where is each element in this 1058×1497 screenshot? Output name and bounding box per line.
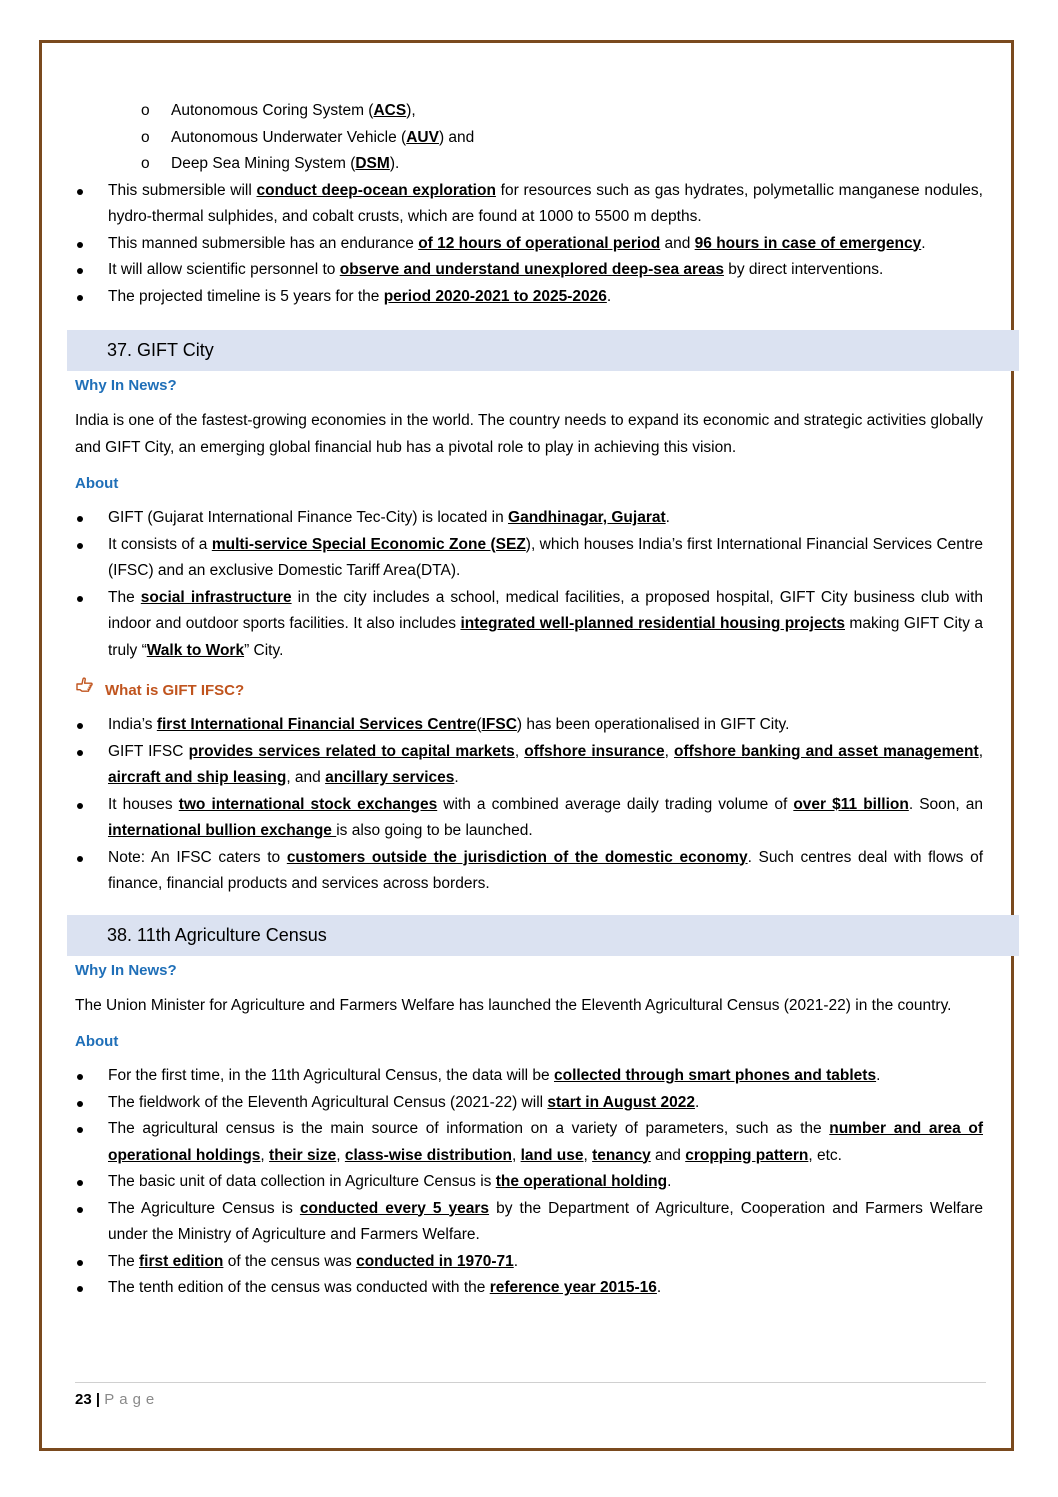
- why-in-news-label: Why In News?: [75, 961, 177, 979]
- list-item: This submersible will conduct deep-ocean exploration for resources such as gas hydrates, polymetallic manganese nodules, hydro-thermal sulphides, and cobalt crusts, which are found at 1000 to 5500 m depths.: [75, 178, 983, 231]
- why-in-news-text: India is one of the fastest-growing economies in the world. The country needs to expand its economic and strategic activities globally and GIFT City, an emerging global financial hub has a pivotal role to play in achieving this vision.: [75, 412, 983, 456]
- list-item: For the first time, in the 11th Agricultural Census, the data will be collected through smart phones and tablets.: [75, 1063, 983, 1090]
- gift-ifsc-heading: [75, 677, 983, 704]
- list-item: India’s first International Financial Services Centre(IFSC) has been operationalised in GIFT City.: [75, 712, 983, 739]
- list-item: o Deep Sea Mining System (DSM).: [75, 151, 983, 178]
- why-in-news-label: Why In News?: [75, 377, 177, 394]
- gift-ifsc-heading-text: What is GIFT IFSC?: [105, 681, 245, 699]
- list-item: The agricultural census is the main source of information on a variety of parameters, such as the number and area of operational holdings, their size, class-wise distribution, land use, tenancy and cropping pattern, etc.: [75, 1116, 983, 1169]
- list-item: o Autonomous Underwater Vehicle (AUV) and: [75, 125, 983, 152]
- census-about-list: [75, 1063, 983, 1302]
- about-label: About: [75, 475, 119, 492]
- submersible-bullets: [75, 178, 983, 311]
- pointing-hand-icon: [75, 677, 97, 704]
- list-item: The first edition of the census was conducted in 1970-71.: [75, 1249, 983, 1276]
- why-in-news-text: The Union Minister for Agriculture and Farmers Welfare has launched the Eleventh Agricultural Census (2021-22) in the country.: [75, 996, 952, 1014]
- section-heading-agriculture-census: 38. 11th Agriculture Census: [67, 915, 1019, 956]
- list-item: The social infrastructure in the city includes a school, medical facilities, a proposed hospital, GIFT City business club with indoor and outdoor sports facilities. It also includes integrated well-planned residential housing projects making GIFT City a truly “Walk to Work” City.: [75, 585, 983, 665]
- list-item: It houses two international stock exchanges with a combined average daily trading volume of over $11 billion. Soon, an international bullion exchange is also going to be launched.: [75, 792, 983, 845]
- list-item: o Autonomous Coring System (ACS),: [75, 98, 983, 125]
- list-item: The basic unit of data collection in Agriculture Census is the operational holding.: [75, 1169, 983, 1196]
- list-item: It consists of a multi-service Special Economic Zone (SEZ), which houses India’s first International Financial Services Centre (IFSC) and an exclusive Domestic Tariff Area(DTA).: [75, 532, 983, 585]
- list-item: The tenth edition of the census was conducted with the reference year 2015-16.: [75, 1275, 983, 1302]
- submersible-components-list: [75, 98, 983, 178]
- page-word: Page: [104, 1391, 160, 1408]
- page-content: [75, 98, 983, 1302]
- list-item: GIFT (Gujarat International Finance Tec-City) is located in Gandhinagar, Gujarat.: [75, 505, 983, 532]
- page-number: 23: [75, 1391, 92, 1408]
- list-item: This manned submersible has an endurance of 12 hours of operational period and 96 hours in case of emergency.: [75, 231, 983, 258]
- about-label: About: [75, 1033, 119, 1050]
- gift-about-list: [75, 505, 983, 664]
- list-item: The projected timeline is 5 years for the period 2020-2021 to 2025-2026.: [75, 284, 983, 311]
- list-item: The fieldwork of the Eleventh Agricultural Census (2021-22) will start in August 2022.: [75, 1090, 983, 1117]
- section-heading-gift-city: 37. GIFT City: [67, 330, 1019, 371]
- gift-ifsc-list: [75, 712, 983, 898]
- list-item: GIFT IFSC provides services related to capital markets, offshore insurance, offshore banking and asset management, aircraft and ship leasing, and ancillary services.: [75, 739, 983, 792]
- footer-separator: |: [91, 1391, 105, 1408]
- list-item: The Agriculture Census is conducted every 5 years by the Department of Agriculture, Cooperation and Farmers Welfare under the Ministry of Agriculture and Farmers Welfare.: [75, 1196, 983, 1249]
- list-item: Note: An IFSC caters to customers outside the jurisdiction of the domestic economy. Such centres deal with flows of finance, financial products and services across borders.: [75, 845, 983, 898]
- list-item: It will allow scientific personnel to observe and understand unexplored deep-sea areas by direct interventions.: [75, 257, 983, 284]
- page-footer: [75, 1382, 986, 1413]
